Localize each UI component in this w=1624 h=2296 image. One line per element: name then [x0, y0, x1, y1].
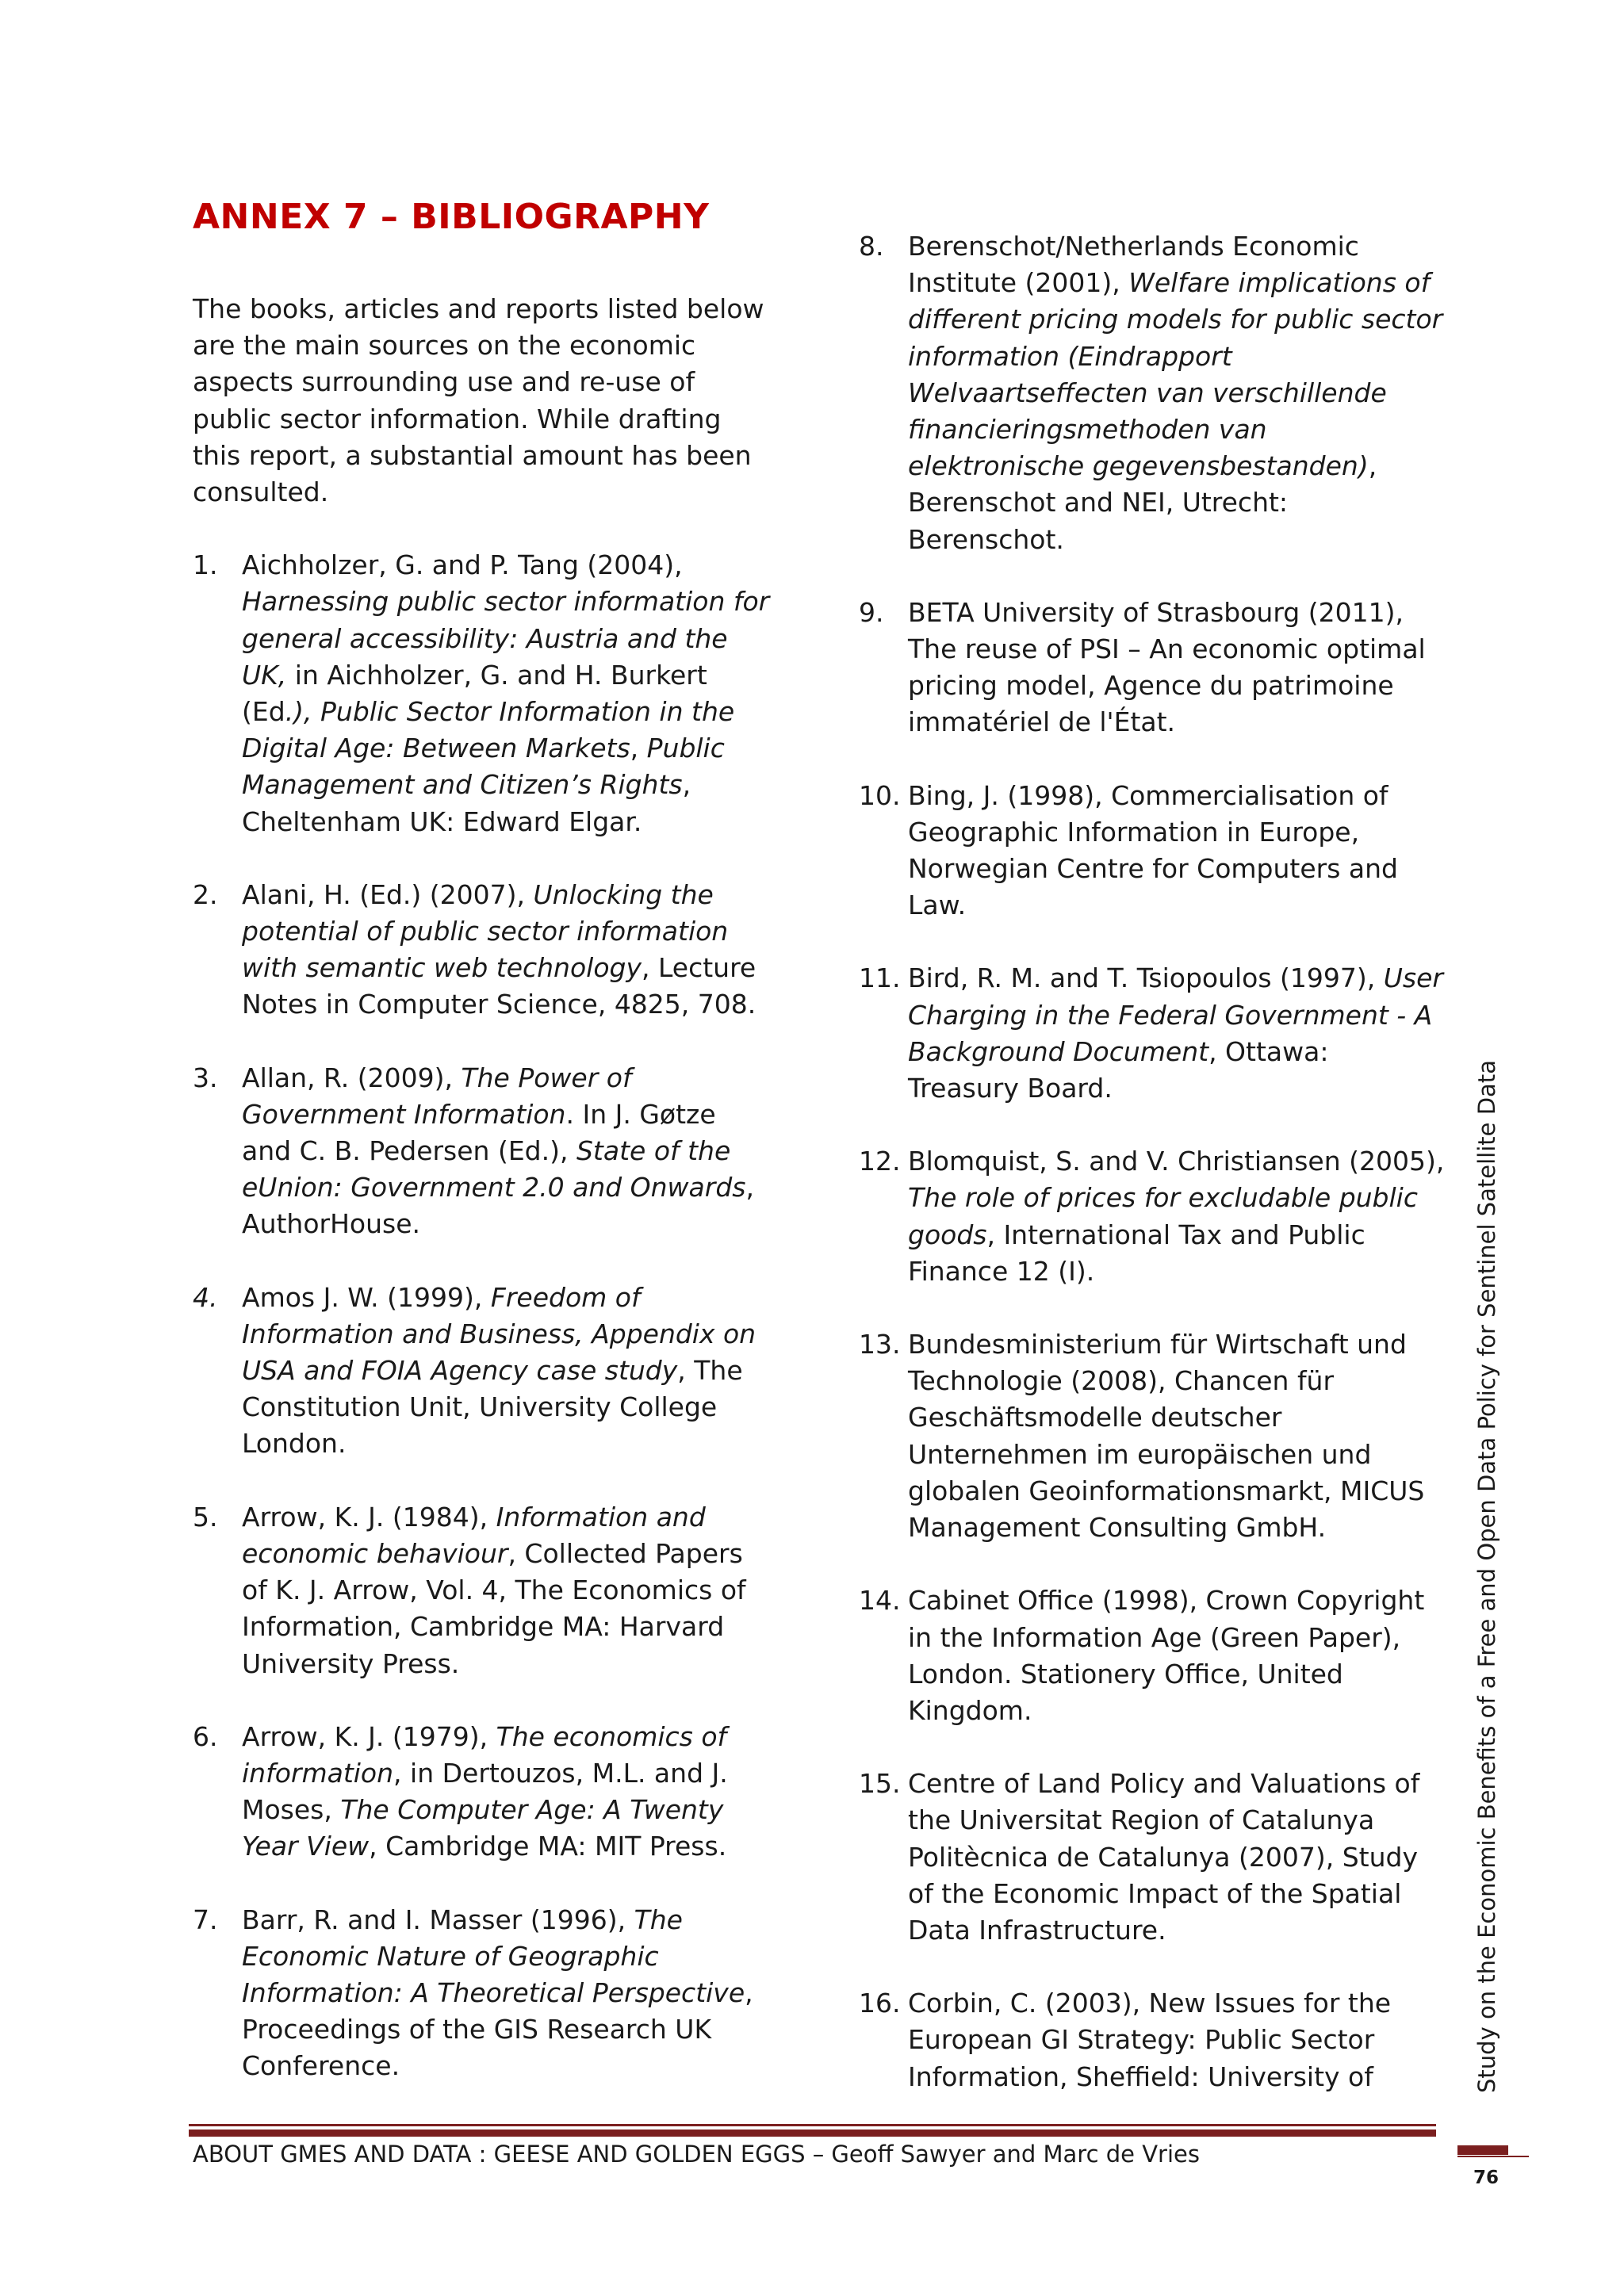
side-running-title: Study on the Economic Benefits of a Free and Open Data Policy for Sentinel Satellite Data [1473, 1060, 1500, 2093]
reference-item [193, 877, 772, 1024]
reference-item [193, 1719, 772, 1866]
reference-item [859, 1143, 1446, 1290]
reference-item [859, 1985, 1446, 2095]
reference-text: , AuthorHouse. [242, 1172, 754, 1240]
reference-title: The economics of information [242, 1720, 727, 1789]
page-title: ANNEX 7 – BIBLIOGRAPHY [193, 197, 710, 237]
reference-text: , in Dertouzos, M.L. and J. Moses, [242, 1757, 728, 1826]
reference-item [193, 1499, 772, 1682]
reference-item [193, 1280, 772, 1463]
reference-text: Alani, H. (Ed.) (2007), [242, 878, 534, 910]
reference-item [859, 1326, 1446, 1546]
reference-list-left [193, 547, 772, 2084]
reference-text: BETA University of Strasbourg (2011), The reuse of PSI – An economic optimal pricing model, Agence du patrimoine immatériel de l'État. [908, 596, 1426, 738]
reference-number: 16. [859, 1988, 901, 2019]
reference-text: , The Constitution Unit, University College London. [242, 1355, 743, 1460]
reference-title: Unlocking the potential of public sector information with semantic web technology [242, 878, 729, 984]
reference-number: 15. [859, 1768, 901, 1800]
left-column [193, 291, 772, 2122]
reference-number: 10. [859, 779, 901, 811]
page-number-rule [1457, 2156, 1529, 2157]
reference-title: .), Public Sector Information in the Digital Age: Between Markets [242, 696, 735, 764]
page-number: 76 [1473, 2168, 1500, 2188]
reference-item [193, 547, 772, 840]
reference-number: 12. [859, 1146, 901, 1177]
reference-title: The Power of Government Information [242, 1062, 632, 1130]
reference-number: 8. [859, 231, 884, 262]
reference-number: 13. [859, 1329, 901, 1360]
reference-title: The Economic Nature of Geographic Information: A Theoretical Perspective [242, 1904, 745, 2008]
reference-title: Harnessing public sector information for general accessibility: Austria and the UK, [242, 586, 770, 691]
reference-title: Information and economic behaviour [242, 1501, 706, 1569]
footer-rule-thick [189, 2130, 1436, 2137]
reference-title: State of the eUnion: Government 2.0 and Onwards [242, 1135, 746, 1203]
reference-title: Welfare implications of different pricing models for public sector information (Eindrapport Welvaartseffecten van verschillende financieringsmethoden van elektronische gegevensbestanden) [908, 267, 1443, 482]
reference-text: , Lecture Notes in Computer Science, 4825, 708. [242, 952, 756, 1020]
reference-text: , Collected Papers of K. J. Arrow, Vol. 4, The Economics of Information, Cambridge MA: Harvard University Press. [242, 1537, 746, 1679]
reference-list-right [859, 228, 1446, 2095]
reference-number: 1. [193, 549, 218, 581]
reference-item [859, 595, 1446, 741]
reference-item [859, 960, 1446, 1107]
reference-number: 7. [193, 1904, 218, 1935]
reference-text: Barr, R. and I. Masser (1996), [242, 1904, 634, 1935]
reference-number: 11. [859, 962, 901, 994]
reference-title: Freedom of Information and Business, Appendix on USA and FOIA Agency case study [242, 1281, 756, 1387]
reference-text: , [630, 733, 647, 764]
reference-number: 3. [193, 1062, 218, 1093]
reference-number: 6. [193, 1720, 218, 1752]
right-column [859, 228, 1446, 2132]
reference-item [859, 228, 1446, 558]
reference-item [859, 1766, 1446, 1949]
reference-number: 9. [859, 596, 884, 628]
reference-text: Centre of Land Policy and Valuations of the Universitat Region of Catalunya Politècnica de Catalunya (2007), Study of the Economic Impact of the Spatial Data Infrastructure. [908, 1768, 1420, 1946]
reference-item [859, 778, 1446, 924]
reference-text: Amos J. W. (1999), [242, 1281, 491, 1313]
reference-text: Corbin, C. (2003), New Issues for the European GI Strategy: Public Sector Information, Sheffield: University of [908, 1988, 1392, 2092]
reference-text: Bird, R. M. and T. Tsiopoulos (1997), [908, 962, 1384, 994]
reference-number: 5. [193, 1501, 218, 1533]
reference-text: Cabinet Office (1998), Crown Copyright in the Information Age (Green Paper), London. Stationery Office, United Kingdom. [908, 1585, 1425, 1726]
reference-number: 14. [859, 1585, 901, 1617]
reference-number: 2. [193, 878, 218, 910]
reference-title: The role of prices for excludable public goods [908, 1182, 1418, 1250]
reference-item [859, 1582, 1446, 1729]
page-number-bar [1457, 2145, 1508, 2155]
reference-text: Arrow, K. J. (1984), [242, 1501, 496, 1533]
reference-title: The Computer Age: A Twenty Year View [242, 1794, 724, 1862]
reference-text: Bundesministerium für Wirtschaft und Technologie (2008), Chancen für Geschäftsmodelle deutscher Unternehmen im europäischen und globalen Geoinformationsmarkt, MICUS Management Consulting GmbH. [908, 1329, 1425, 1544]
reference-text: . In J. Gøtze and C. B. Pedersen (Ed.), [242, 1098, 716, 1167]
reference-text: , Cambridge MA: MIT Press. [369, 1831, 727, 1862]
reference-number: 4. [193, 1281, 218, 1313]
footer-rule-thin [189, 2124, 1436, 2126]
reference-item [193, 1902, 772, 2085]
reference-text: Aichholzer, G. and P. Tang (2004), [242, 549, 683, 581]
reference-title: Public Management and Citizen’s Rights [242, 733, 725, 801]
reference-text: , Ottawa: Treasury Board. [908, 1035, 1329, 1104]
reference-text: in Aichholzer, G. and H. Burkert (Ed [242, 659, 707, 728]
reference-title: User Charging in the Federal Government - A Background Document [908, 962, 1443, 1067]
reference-item [193, 1060, 772, 1243]
reference-text: Berenschot/Netherlands Economic Institute (2001), [908, 231, 1359, 299]
reference-text: Blomquist, S. and V. Christiansen (2005), [908, 1146, 1445, 1177]
intro-paragraph: The books, articles and reports listed below are the main sources on the economic aspects surrounding use and re-use of public sector information. While drafting this report, a substantial amount has been consulted. [193, 293, 764, 508]
reference-text: , Cheltenham UK: Edward Elgar. [242, 769, 691, 837]
reference-text: , Proceedings of the GIS Research UK Conference. [242, 1976, 753, 2082]
reference-text: Bing, J. (1998), Commercialisation of Geographic Information in Europe, Norwegian Centre for Computers and Law. [908, 779, 1398, 921]
reference-text: Allan, R. (2009), [242, 1062, 462, 1093]
reference-text: , Berenschot and NEI, Utrecht: Berenschot. [908, 450, 1377, 555]
reference-text: Arrow, K. J. (1979), [242, 1720, 496, 1752]
reference-text: , International Tax and Public Finance 12 (I). [908, 1219, 1365, 1287]
footer-text: ABOUT GMES AND DATA : GEESE AND GOLDEN EGGS – Geoff Sawyer and Marc de Vries [193, 2141, 1200, 2168]
